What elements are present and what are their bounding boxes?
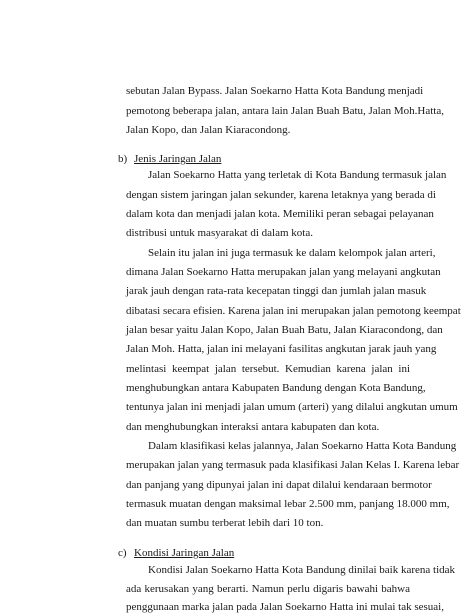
section-title: Kondisi Jaringan Jalan bbox=[134, 547, 235, 559]
text-line: distribusi untuk masyarakat di dalam kota. bbox=[126, 227, 313, 239]
text-line: Jalan Soekarno Hatta yang terletak di Kota Bandung termasuk jalan bbox=[148, 169, 447, 181]
text-line: dan muatan sumbu terberat lebih dari 10 ton. bbox=[126, 517, 324, 529]
section-number: c) bbox=[118, 547, 127, 559]
text-line: pemotong beberapa jalan, antara lain Jalan Buah Batu, Jalan Moh.Hatta, bbox=[126, 105, 444, 117]
text-line: sebutan Jalan Bypass. Jalan Soekarno Hatta Kota Bandung menjadi bbox=[126, 85, 424, 97]
text-line: tentunya jalan ini menjadi jalan umum (arteri) yang dilalui angkutan umum bbox=[126, 401, 458, 413]
text-line: dibatasi secara efisien. Karena jalan ini merupakan jalan pemotong keempat bbox=[126, 305, 461, 317]
text-line: menghubungkan antara Kabupaten Bandung dengan Kota Bandung, bbox=[126, 382, 426, 394]
text-line: penggunaan marka jalan pada Jalan Soekarno Hatta ini mulai tak sesuai, bbox=[126, 601, 444, 613]
text-line: Dalam klasifikasi kelas jalannya, Jalan Soekarno Hatta Kota Bandung bbox=[148, 440, 457, 452]
text-line: Jalan Kopo, dan Jalan Kiaracondong. bbox=[126, 124, 291, 136]
text-line: dimana Jalan Soekarno Hatta merupakan jalan yang melayani angkutan bbox=[126, 266, 441, 278]
text-line: jalan besar yaitu Jalan Kopo, Jalan Buah Batu, Jalan Kiaracondong, dan bbox=[126, 324, 443, 336]
text-line: melintasi keempat jalan tersebut. Kemudian karena jalan ini bbox=[126, 363, 410, 375]
text-line: dalam kota dan menjadi jalan kota. Memiliki peran sebagai pelayanan bbox=[126, 208, 434, 220]
text-line: merupakan jalan yang termasuk pada klasifikasi Jalan Kelas I. Karena lebar bbox=[126, 459, 460, 471]
text-line: dan panjang yang dipunyai jalan ini dapat dilalui kendaraan bermotor bbox=[126, 479, 432, 491]
section-title: Jenis Jaringan Jalan bbox=[134, 153, 222, 165]
section-number: b) bbox=[118, 153, 128, 165]
text-line: Selain itu jalan ini juga termasuk ke dalam kelompok jalan arteri, bbox=[148, 247, 436, 259]
text-line: jarak jauh dengan rata-rata kecepatan tinggi dan jumlah jalan masuk bbox=[126, 285, 427, 297]
text-line: Kondisi Jalan Soekarno Hatta Kota Bandung dinilai baik karena tidak bbox=[148, 564, 456, 576]
text-line: ada kerusakan yang berarti. Namun perlu digaris bawahi bahwa bbox=[126, 583, 410, 595]
text-line: Jalan Moh. Hatta, jalan ini melayani fasilitas angkutan jarak jauh yang bbox=[126, 343, 437, 355]
text-line: dan menghubungkan interaksi antara kabupaten dan kota. bbox=[126, 421, 380, 433]
text-line: termasuk muatan dengan maksimal lebar 2.500 mm, panjang 18.000 mm, bbox=[126, 498, 450, 510]
text-line: dengan sistem jaringan jalan sekunder, karena letaknya yang berada di bbox=[126, 189, 436, 201]
